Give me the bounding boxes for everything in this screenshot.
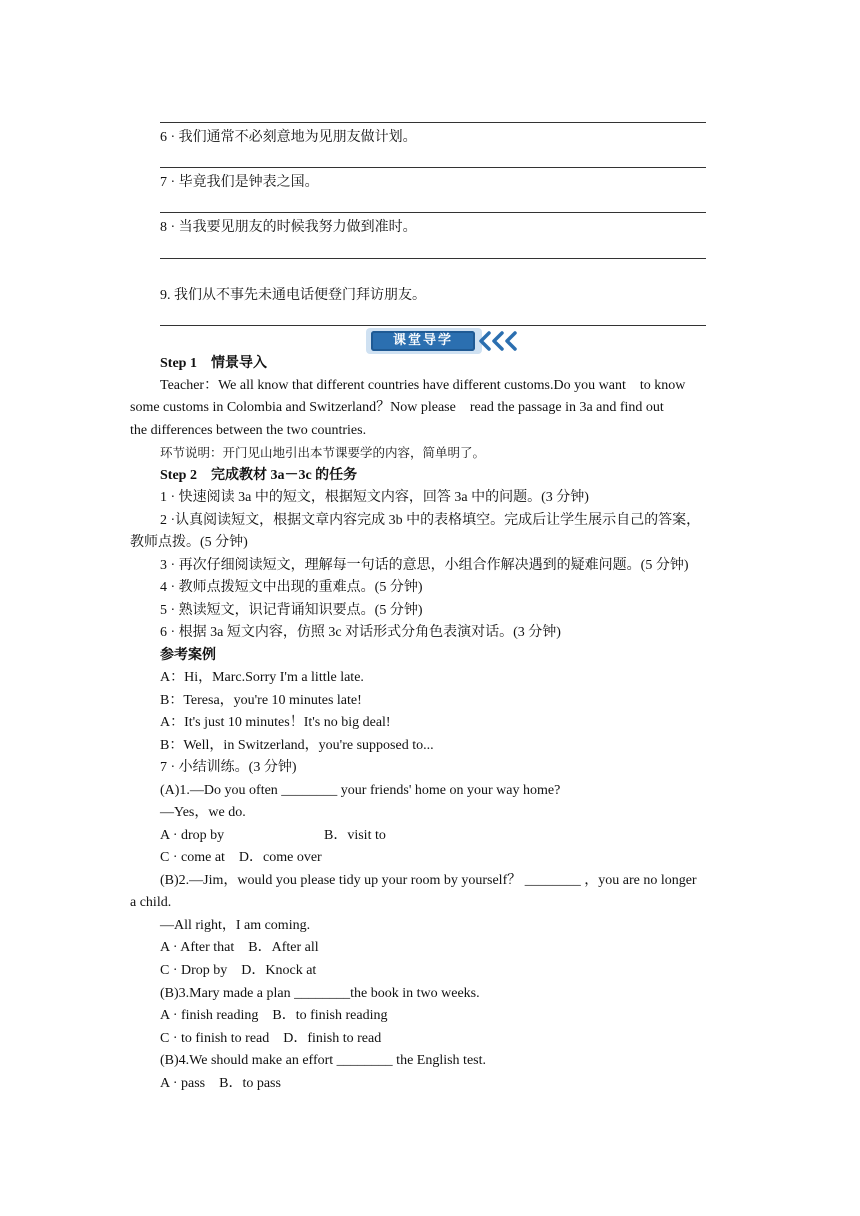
task-2: 2 ·认真阅读短文，根据文章内容完成 3b 中的表格填空。完成后让学生展示自己的答案， — [160, 513, 701, 528]
summary-task: 7 · 小结训练。(3 分钟) — [160, 760, 297, 775]
translation-item-9: 9. 我们从不事先未通电话便登门拜访朋友。 — [160, 288, 426, 303]
dialogue-line-4: B：Well，in Switzerland，you're supposed to... — [160, 738, 434, 753]
task-6: 6 · 根据 3a 短文内容，仿照 3c 对话形式分角色表演对话。(3 分钟) — [160, 625, 561, 640]
question-2: (B)2.—Jim，would you please tidy up your room by yourself？ ________ ，you are no longer — [160, 873, 697, 888]
step1-heading: Step 1 情景导入 — [160, 356, 267, 371]
question-2-answer: —All right，I am coming. — [160, 918, 311, 933]
dialogue-line-2: B：Teresa，you're 10 minutes late! — [160, 693, 362, 708]
translation-item-8: 8 · 当我要见朋友的时候我努力做到准时。 — [160, 220, 417, 235]
answer-line-5 — [160, 122, 706, 123]
task-2-cont: 教师点拨。(5 分钟) — [130, 535, 248, 550]
chevrons-left-icon — [477, 330, 523, 352]
question-1: (A)1.—Do you often ________ your friends' home on your way home? — [160, 783, 561, 798]
question-4: (B)4.We should make an effort ________ the English test. — [160, 1053, 486, 1068]
example-heading: 参考案例 — [160, 648, 216, 663]
dialogue-line-3: A：It's just 10 minutes！It's no big deal! — [160, 715, 391, 730]
question-3: (B)3.Mary made a plan ________the book in two weeks. — [160, 986, 480, 1001]
q1-options-cd: C · come at D．come over — [160, 850, 322, 865]
translation-item-6: 6 · 我们通常不必刻意地为见朋友做计划。 — [160, 130, 417, 145]
translation-item-7: 7 · 毕竟我们是钟表之国。 — [160, 175, 319, 190]
task-3: 3 · 再次仔细阅读短文，理解每一句话的意思，小组合作解决遇到的疑难问题。(5 分钟) — [160, 558, 689, 573]
answer-line-6 — [160, 167, 706, 168]
q1-option-b: B．visit to — [324, 828, 386, 843]
answer-line-7 — [160, 212, 706, 213]
q2-options-cd: C · Drop by D．Knock at — [160, 963, 317, 978]
question-2-cont: a child. — [130, 895, 172, 910]
q2-options-ab: A · After that B．After all — [160, 940, 319, 955]
task-1: 1 · 快速阅读 3a 中的短文，根据短文内容，回答 3a 中的问题。(3 分钟) — [160, 490, 589, 505]
q1-option-a: A · drop by — [160, 828, 225, 843]
section-banner: 课堂导学 — [371, 331, 475, 351]
teacher-line-1: Teacher：We all know that different countries have different customs.Do you want to know — [160, 378, 686, 393]
step1-note: 环节说明：开门见山地引出本节课要学的内容，简单明了。 — [160, 445, 486, 460]
answer-line-8 — [160, 258, 706, 259]
teacher-line-2: some customs in Colombia and Switzerland？Now please read the passage in 3a and find out — [130, 400, 664, 415]
q4-options-ab: A · pass B．to pass — [160, 1076, 281, 1091]
q3-options-ab: A · finish reading B．to finish reading — [160, 1008, 388, 1023]
task-4: 4 · 教师点拨短文中出现的重难点。(5 分钟) — [160, 580, 423, 595]
step2-heading: Step 2 完成教材 3a－3c 的任务 — [160, 468, 358, 483]
q3-options-cd: C · to finish to read D．finish to read — [160, 1031, 382, 1046]
task-5: 5 · 熟读短文，识记背诵知识要点。(5 分钟) — [160, 603, 423, 618]
question-1-answer: —Yes，we do. — [160, 805, 246, 820]
answer-line-9 — [160, 325, 706, 326]
teacher-line-3: the differences between the two countries. — [130, 423, 367, 438]
dialogue-line-1: A：Hi，Marc.Sorry I'm a little late. — [160, 670, 364, 685]
